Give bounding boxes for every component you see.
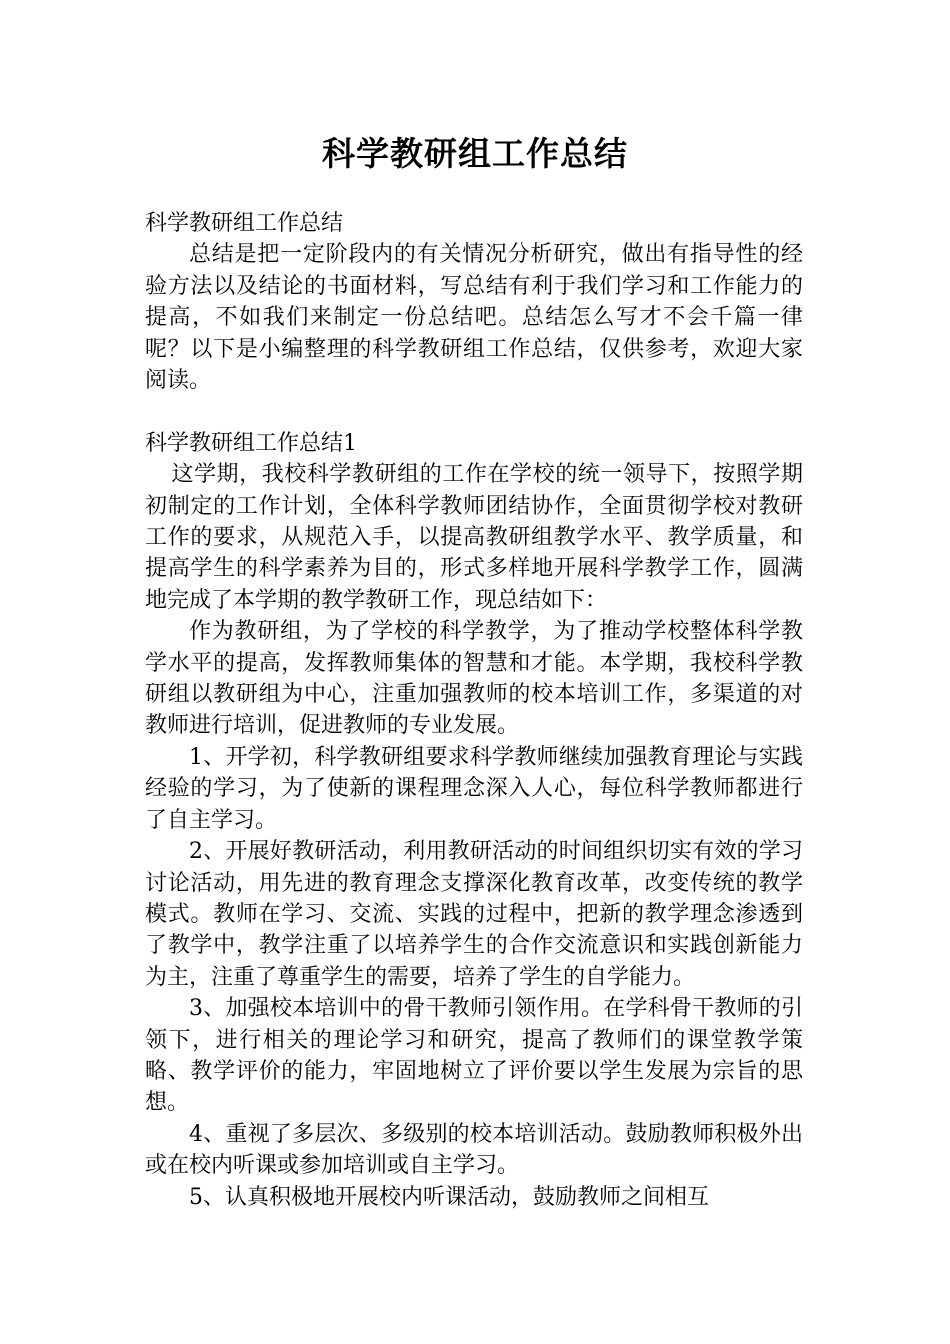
body-paragraph: 这学期，我校科学教研组的工作在学校的统一领导下，按照学期初制定的工作计划，全体科学教师团结协作，全面贯彻学校对教研工作的要求，从规范入手，以提高教研组教学水平、教学质量，和提高学生的科学素养为目的，形式多样地开展科学教学工作，圆满地完成了本学期的教学教研工作，现总结如下： [145, 462, 803, 613]
body-paragraph: 3、加强校本培训中的骨干教师引领作用。在学科骨干教师的引领下，进行相关的理论学习和研究，提高了教师们的课堂教学策略、教学评价的能力，牢固地树立了评价要以学生发展为宗旨的思想。 [145, 996, 803, 1116]
subtitle: 科学教研组工作总结 [145, 211, 344, 236]
body-paragraph: 4、重视了多层次、多级别的校本培训活动。鼓励教师积极外出或在校内听课或参加培训或自主学习。 [145, 1121, 803, 1179]
intro-paragraph: 总结是把一定阶段内的有关情况分析研究，做出有指导性的经验方法以及结论的书面材料，写总结有利于我们学习和工作能力的提高，不如我们来制定一份总结吧。总结怎么写才不会千篇一律呢？以下是小编整理的科学教研组工作总结，仅供参考，欢迎大家阅读。 [145, 242, 803, 394]
document-body [145, 208, 803, 1213]
body-paragraph: 2、开展好教研活动，利用教研活动的时间组织切实有效的学习讨论活动，用先进的教育理念支撑深化教育改革，改变传统的教学模式。教师在学习、交流、实践的过程中，把新的教学理念渗透到了教学中，教学注重了以培养学生的合作交流意识和实践创新能力为主，注重了尊重学生的需要，培养了学生的自学能力。 [145, 839, 803, 990]
section-heading: 科学教研组工作总结1 [145, 430, 357, 456]
body-paragraph: 5、认真积极地开展校内听课活动，鼓励教师之间相互 [189, 1184, 709, 1210]
body-paragraph: 作为教研组，为了学校的科学教学，为了推动学校整体科学教学水平的提高，发挥教师集体的智慧和才能。本学期，我校科学教研组以教研组为中心，注重加强教师的校本培训工作，多渠道的对教师进行培训，促进教师的专业发展。 [145, 619, 803, 739]
paragraph-gap [145, 396, 803, 427]
body-paragraph: 1、开学初，科学教研组要求科学教师继续加强教育理论与实践经验的学习，为了使新的课程理念深入人心，每位科学教师都进行了自主学习。 [145, 744, 803, 833]
document-title: 科学教研组工作总结 [322, 134, 628, 173]
